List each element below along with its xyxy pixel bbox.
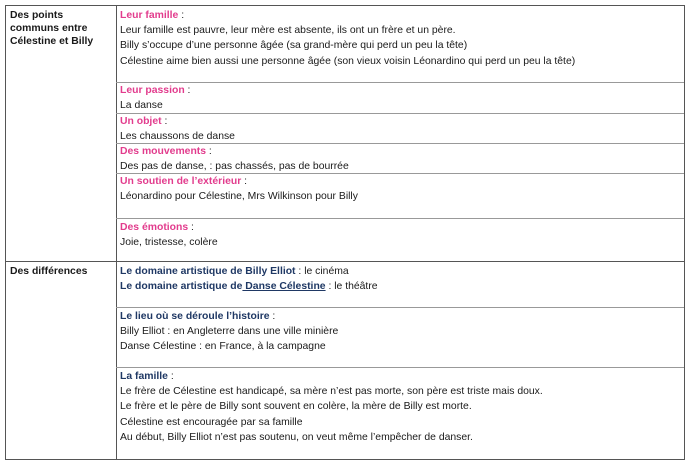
text-line: La danse	[120, 100, 163, 112]
cell-divider	[116, 307, 684, 308]
section-title: La famille	[120, 371, 168, 382]
section-title: Des mouvements	[120, 146, 207, 157]
text-line: Leur famille est pauvre, leur mère est absente, ils ont un frère et un père.	[120, 25, 456, 37]
text-line: Célestine est encouragée par sa famille	[120, 416, 303, 428]
text-line: Célestine aime bien aussi une personne âgée (son vieux voisin Léonardino qui perd un peu la tête)	[120, 55, 576, 67]
diff-domain-cell: Le domaine artistique de Billy Elliot : le cinéma Le domaine artistique de Danse Célestine : le théâtre	[120, 266, 378, 293]
cell-divider	[116, 218, 684, 219]
common-emotions-cell: Des émotions : Joie, tristesse, colère	[120, 220, 680, 250]
danse-celestine-link[interactable]: Danse Célestine	[242, 281, 326, 293]
common-object-cell: Un objet : Les chaussons de danse	[120, 114, 680, 144]
section-title: Des émotions	[120, 222, 189, 233]
column-divider	[116, 6, 117, 459]
common-support-cell: Un soutien de l’extérieur : Léonardino pour Célestine, Mrs Wilkinson pour Billy	[120, 174, 680, 204]
common-passion-cell: Leur passion : La danse	[120, 83, 680, 113]
text-line: Billy s’occupe d’une personne âgée (sa grand-mère qui perd un peu la tête)	[120, 40, 468, 52]
section-title: Un soutien de l’extérieur	[120, 176, 242, 187]
section-title: Un objet	[120, 116, 162, 127]
text-line: Le frère de Célestine est handicapé, sa mère n’est pas morte, son père est triste mais doux.	[120, 386, 543, 398]
text-line: Le frère et le père de Billy sont souvent en colère, la mère de Billy est morte.	[120, 401, 472, 413]
domain-title-celestine: Le domaine artistique de	[120, 281, 243, 293]
text-line: Billy Elliot : en Angleterre dans une ville minière	[120, 326, 339, 338]
text-line: Danse Célestine : en France, à la campagne	[120, 341, 326, 353]
domain-title-billy: Le domaine artistique de Billy Elliot	[120, 266, 296, 277]
common-movements-cell: Des mouvements : Des pas de danse, : pas chassés, pas de bourrée	[120, 144, 680, 174]
comparison-table	[5, 5, 685, 460]
section-title: Le lieu où se déroule l’histoire	[120, 311, 270, 322]
common-family-cell: Leur famille : Leur famille est pauvre, leur mère est absente, ils ont un frère et un père. Billy s’occupe d’une personne âgée (sa grand-mère qui perd un peu la tête) Célestine aime bien aussi une personne âgée (son vieux voisin Léonardino qui perd un peu la tête)	[120, 8, 680, 69]
section-title: Leur famille	[120, 10, 179, 21]
differences-label: Des différences	[10, 266, 88, 277]
cell-divider	[116, 367, 684, 368]
text-line: Léonardino pour Célestine, Mrs Wilkinson pour Billy	[120, 191, 358, 203]
text-line: Des pas de danse, : pas chassés, pas de bourrée	[120, 161, 349, 173]
row-divider	[6, 261, 684, 262]
text-line: Au début, Billy Elliot n’est pas soutenu, on veut même l’empêcher de danser.	[120, 431, 473, 443]
section-title: Leur passion	[120, 85, 185, 96]
diff-family-cell: La famille : Le frère de Célestine est handicapé, sa mère n’est pas morte, son père est triste mais doux. Le frère et le père de Billy sont souvent en colère, la mère de Billy est morte. Célestine est encouragée par sa famille Au début, Billy Elliot n’est pas soutenu, on veut même l’empêcher de danser.	[120, 369, 680, 445]
text-line: Joie, tristesse, colère	[120, 237, 218, 249]
diff-place-cell: Le lieu où se déroule l’histoire : Billy Elliot : en Angleterre dans une ville minière Danse Célestine : en France, à la campagne	[120, 309, 680, 355]
common-points-label: Des points communs entre Célestine et Billy	[10, 10, 94, 47]
text-line: Les chaussons de danse	[120, 131, 235, 143]
